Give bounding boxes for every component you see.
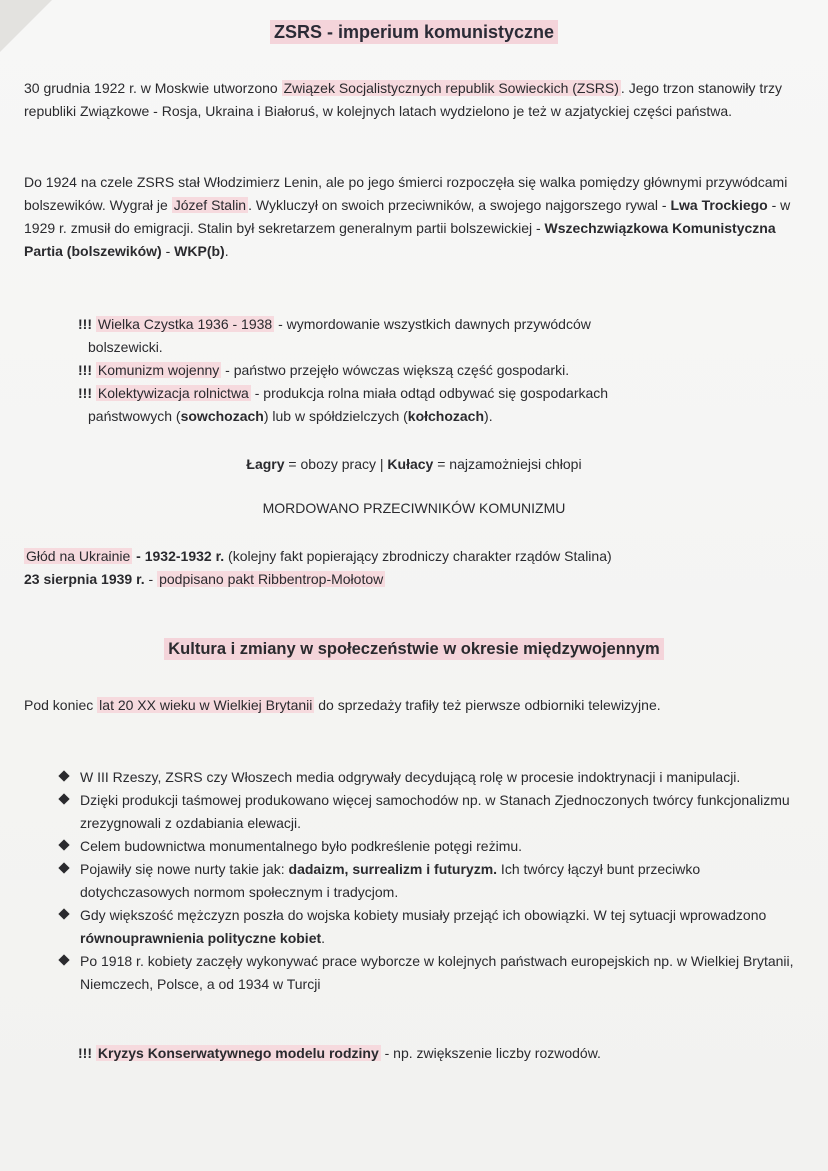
bullet-list <box>58 766 808 996</box>
pact-line: 23 sierpnia 1939 r. - podpisano pakt Ribbentrop-Mołotow <box>24 571 384 587</box>
important-items <box>78 313 778 428</box>
diamond-bullet-icon <box>58 839 69 850</box>
paragraph-stalin: Do 1924 na czele ZSRS stał Włodzimierz Lenin, ale po jego śmierci rozpoczęła się walka pomiędzy głównymi przywódcami bolszewików. Wygrał je Józef Stalin . Wykluczył on swoich przeciwników, a swojego najgorszego rywal - Lwa Trockiego - w 1929 r. zmusił do emigracji. Stalin był sekretarzem generalnym partii bolszewickiej - Wszechzwiązkowa Komunistyczna Partia (bolszewików) - WKP(b). <box>24 174 791 259</box>
item-great-purge: !!! Wielka Czystka 1936 - 1938 - wymordowanie wszystkich dawnych przywódców bolszewicki. <box>78 316 591 355</box>
list-item: Celem budownictwa monumentalnego było podkreślenie potęgi reżimu. <box>58 835 808 858</box>
diamond-bullet-icon <box>58 908 69 919</box>
section-heading-culture: Kultura i zmiany w społeczeństwie w okresie międzywojennym <box>0 640 828 659</box>
caps-statement: MORDOWANO PRZECIWNIKÓW KOMUNIZMU <box>262 500 566 516</box>
item-collectivization: !!! Kolektywizacja rolnictwa - produkcja rolna miała odtąd odbywać się gospodarkach państwowych (sowchozach) lub w spółdzielczych (kołchozach). <box>78 385 609 424</box>
family-crisis-line: !!! Kryzys Konserwatywnego modelu rodziny - np. zwiększenie liczby rozwodów. <box>78 1045 601 1061</box>
diamond-bullet-icon <box>58 770 69 781</box>
definitions-line: Łagry = obozy pracy | Kułacy = najzamożniejsi chłopi <box>246 456 582 472</box>
list-item: W III Rzeszy, ZSRS czy Włoszech media odgrywały decydującą rolę w procesie indoktrynacji i manipulacji. <box>58 766 808 789</box>
list-item: Po 1918 r. kobiety zaczęły wykonywać prace wyborcze w kolejnych państwach europejskich np. w Wielkiej Brytanii, Niemczech, Polsce, a od 1934 w Turcji <box>58 950 808 996</box>
list-item: Pojawiły się nowe nurty takie jak: dadaizm, surrealizm i futuryzm. Ich twórcy łączył bunt przeciwko dotychczasowych normom społecznym i tradycjom. <box>58 858 808 904</box>
item-war-communism: !!! Komunizm wojenny - państwo przejęło wówczas większą część gospodarki. <box>78 362 570 378</box>
list-item: Dzięki produkcji taśmowej produkowano więcej samochodów np. w Stanach Zjednoczonych twórcy funkcjonalizmu zrezygnowali z ozdabiania elewacji. <box>58 789 808 835</box>
list-item: Gdy większość mężczyzn poszła do wojska kobiety musiały przejąć ich obowiązki. W tej sytuacji wprowadzono równouprawnienia polityczne kobiet. <box>58 904 808 950</box>
paragraph-zsrs-founding: 30 grudnia 1922 r. w Moskwie utworzono Związek Socjalistycznych republik Sowieckich (ZSRS) . Jego trzon stanowiły trzy republiki Związkowe - Rosja, Ukraina i Białoruś, w kolejnych latach wydzielono je też w azjatyckiej części państwa. <box>24 80 782 119</box>
famine-line: Głód na Ukrainie - 1932-1932 r. (kolejny fakt popierający zbrodniczy charakter rządów Stalina) <box>26 548 612 564</box>
paragraph-television: Pod koniec lat 20 XX wieku w Wielkiej Brytanii do sprzedaży trafiły też pierwsze odbiorniki telewizyjne. <box>24 697 661 713</box>
diamond-bullet-icon <box>58 954 69 965</box>
diamond-bullet-icon <box>58 793 69 804</box>
diamond-bullet-icon <box>58 862 69 873</box>
page-title: ZSRS - imperium komunistyczne <box>0 22 828 43</box>
